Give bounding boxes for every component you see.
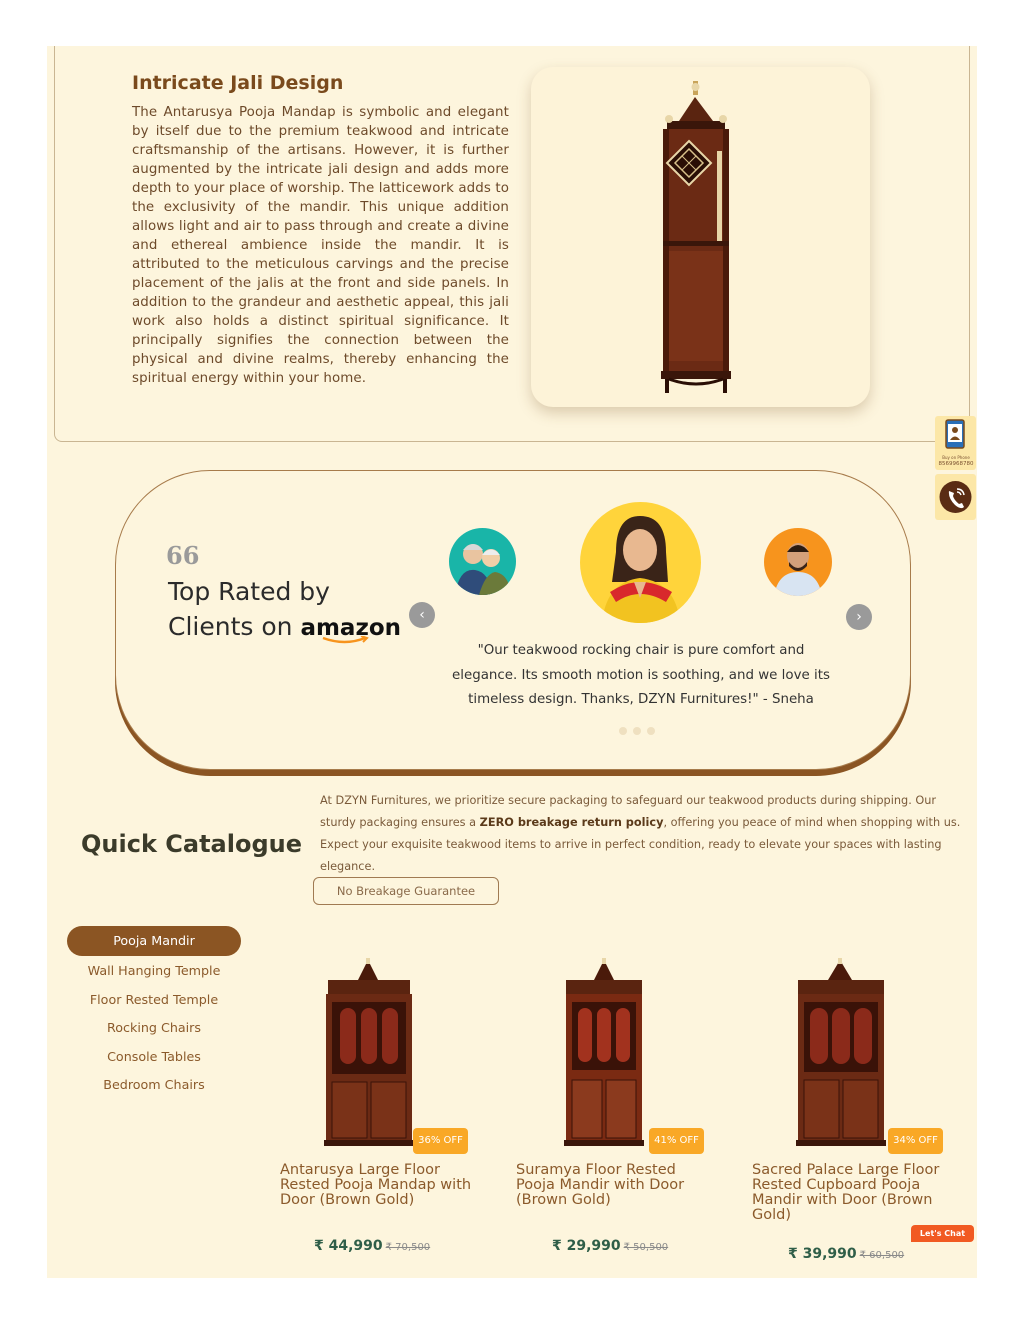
carousel-dot[interactable] [633, 727, 641, 735]
amazon-logo: amazon [300, 615, 402, 641]
avatar [580, 502, 701, 623]
man-avatar-icon [764, 528, 832, 596]
product-price [788, 1246, 904, 1262]
discount-badge: 41% OFF [649, 1128, 704, 1154]
packaging-text-start: At DZYN Furnitures, we prioritize secure packaging to safeguard our teakwood products during shipping. Our sturdy packaging ensures a [320, 794, 937, 829]
original-price: ₹ 60,500 [859, 1250, 905, 1261]
amazon-smile-icon [321, 636, 369, 646]
no-breakage-badge[interactable]: No Breakage Guarantee [313, 877, 499, 905]
packaging-description [320, 790, 975, 878]
category-pooja-mandir[interactable]: Pooja Mandir [67, 926, 241, 956]
buy-on-phone-button[interactable] [935, 416, 976, 470]
phone-number: 8569968780 [938, 461, 974, 467]
testimonial-section [115, 470, 911, 770]
buy-on-phone-label: Buy on Phone [942, 455, 970, 460]
product-image [531, 67, 870, 407]
couple-avatar-icon [449, 528, 516, 595]
testimonial-quote: "Our teakwood rocking chair is pure comfort and elegance. Its smooth motion is soothing, and we love its timeless design. Thanks, DZYN Furnitures!" - Sneha [452, 643, 830, 707]
sale-price: ₹ 44,990 [314, 1238, 383, 1254]
product-image [516, 958, 732, 1156]
product-price [314, 1238, 430, 1254]
avatar [449, 528, 516, 595]
quote-icon: 66 [166, 541, 200, 570]
lets-chat-button[interactable]: Let's Chat [911, 1225, 974, 1242]
category-list [67, 926, 241, 1100]
section-title: Intricate Jali Design [132, 72, 344, 94]
carousel-next-button[interactable]: › [846, 604, 872, 630]
woman-avatar-icon [580, 502, 701, 623]
packaging-text-end: , offering you peace of mind when shopping with us. Expect your exquisite teakwood items to arrive in perfect condition, ready to elevate your spaces with lasting elegance. [320, 816, 961, 873]
phone-order-icon [935, 416, 976, 452]
page [47, 46, 977, 1278]
product-price [552, 1238, 668, 1254]
heading-line-1: Top Rated by [168, 577, 330, 606]
discount-badge: 34% OFF [888, 1128, 943, 1154]
sale-price: ₹ 39,990 [788, 1246, 857, 1262]
category-floor-rested-temple[interactable]: Floor Rested Temple [89, 991, 219, 1007]
section-description: The Antarusya Pooja Mandap is symbolic and elegant by itself due to the premium teakwood and intricate craftsmanship of the artisans. However, it is further augmented by the intricate jali design and adds more depth to your place of worship. The latticework adds to the exclusivity of the mandir. This unique addition allows light and air to pass through and create a divine and ethereal ambience inside the mandir. It is attributed to the meticulous carvings and the precise placement of the jalis at the front and side panels. In addition to the grandeur and aesthetic appeal, this jali work also holds a distinct spiritual significance. It principally signifies the connection between the physical and divine realms, thereby enhancing the spiritual energy within your home. [132, 105, 509, 386]
product-image [280, 958, 496, 1156]
product-name[interactable]: Antarusya Large Floor Rested Pooja Mandap with Door (Brown Gold) [280, 1162, 472, 1208]
product-image [752, 958, 968, 1156]
call-button[interactable] [935, 474, 976, 520]
product-name[interactable]: Suramya Floor Rested Pooja Mandir with Door (Brown Gold) [516, 1162, 685, 1208]
sale-price: ₹ 29,990 [552, 1238, 621, 1254]
product-name[interactable]: Sacred Palace Large Floor Rested Cupboard Pooja Mandir with Door (Brown Gold) [752, 1162, 940, 1223]
carousel-dot[interactable] [619, 727, 627, 735]
heading-prefix: Clients on [168, 612, 301, 641]
carousel-dots [619, 727, 655, 735]
original-price: ₹ 50,500 [623, 1242, 669, 1253]
mandir-illustration [651, 81, 741, 395]
avatar [764, 528, 832, 596]
catalogue-title: Quick Catalogue [81, 830, 302, 858]
category-console-tables[interactable]: Console Tables [107, 1048, 201, 1064]
original-price: ₹ 70,500 [385, 1242, 431, 1253]
carousel-prev-button[interactable]: ‹ [409, 602, 435, 628]
carousel-dot[interactable] [647, 727, 655, 735]
discount-badge: 36% OFF [413, 1128, 468, 1154]
category-wall-hanging-temple[interactable]: Wall Hanging Temple [87, 963, 221, 978]
jali-section [54, 46, 970, 442]
phone-call-icon [935, 474, 976, 520]
category-bedroom-chairs[interactable]: Bedroom Chairs [103, 1077, 205, 1092]
category-rocking-chairs[interactable]: Rocking Chairs [106, 1020, 201, 1035]
return-policy-highlight: ZERO breakage return policy [479, 816, 664, 829]
